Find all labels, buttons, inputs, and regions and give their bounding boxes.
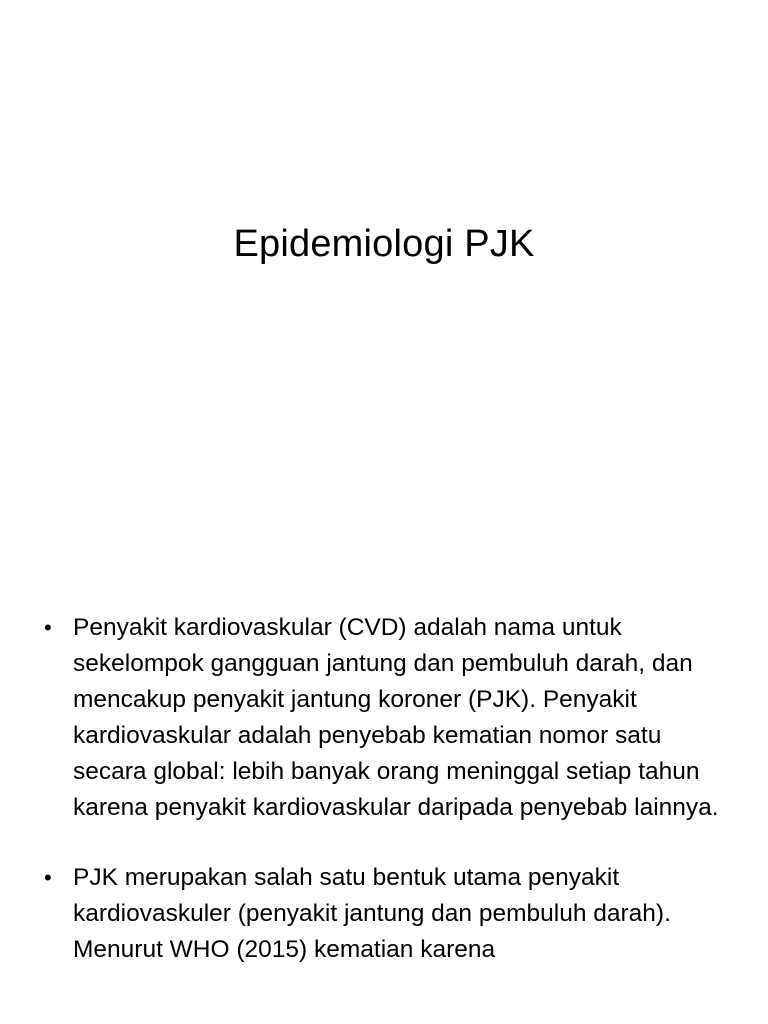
bullet-text: Penyakit kardiovaskular (CVD) adalah nama untuk sekelompok gangguan jantung dan pembuluh darah, dan mencakup penyakit jantung koroner (PJK). Penyakit kardiovaskular adalah penyebab kematian nomor satu secara global: lebih banyak orang meninggal setiap tahun karena penyakit kardiovaskular daripada penyebab lainnya. <box>73 614 719 821</box>
bullet-icon: • <box>44 865 52 890</box>
bullet-item <box>44 610 734 826</box>
bullet-icon: • <box>44 615 52 640</box>
bullet-text: PJK merupakan salah satu bentuk utama penyakit kardiovaskuler (penyakit jantung dan pembuluh darah). Menurut WHO (2015) kematian karena <box>73 864 671 963</box>
bullet-list <box>44 610 734 1002</box>
slide-title: Epidemiologi PJK <box>233 223 535 265</box>
bullet-item <box>44 860 734 968</box>
